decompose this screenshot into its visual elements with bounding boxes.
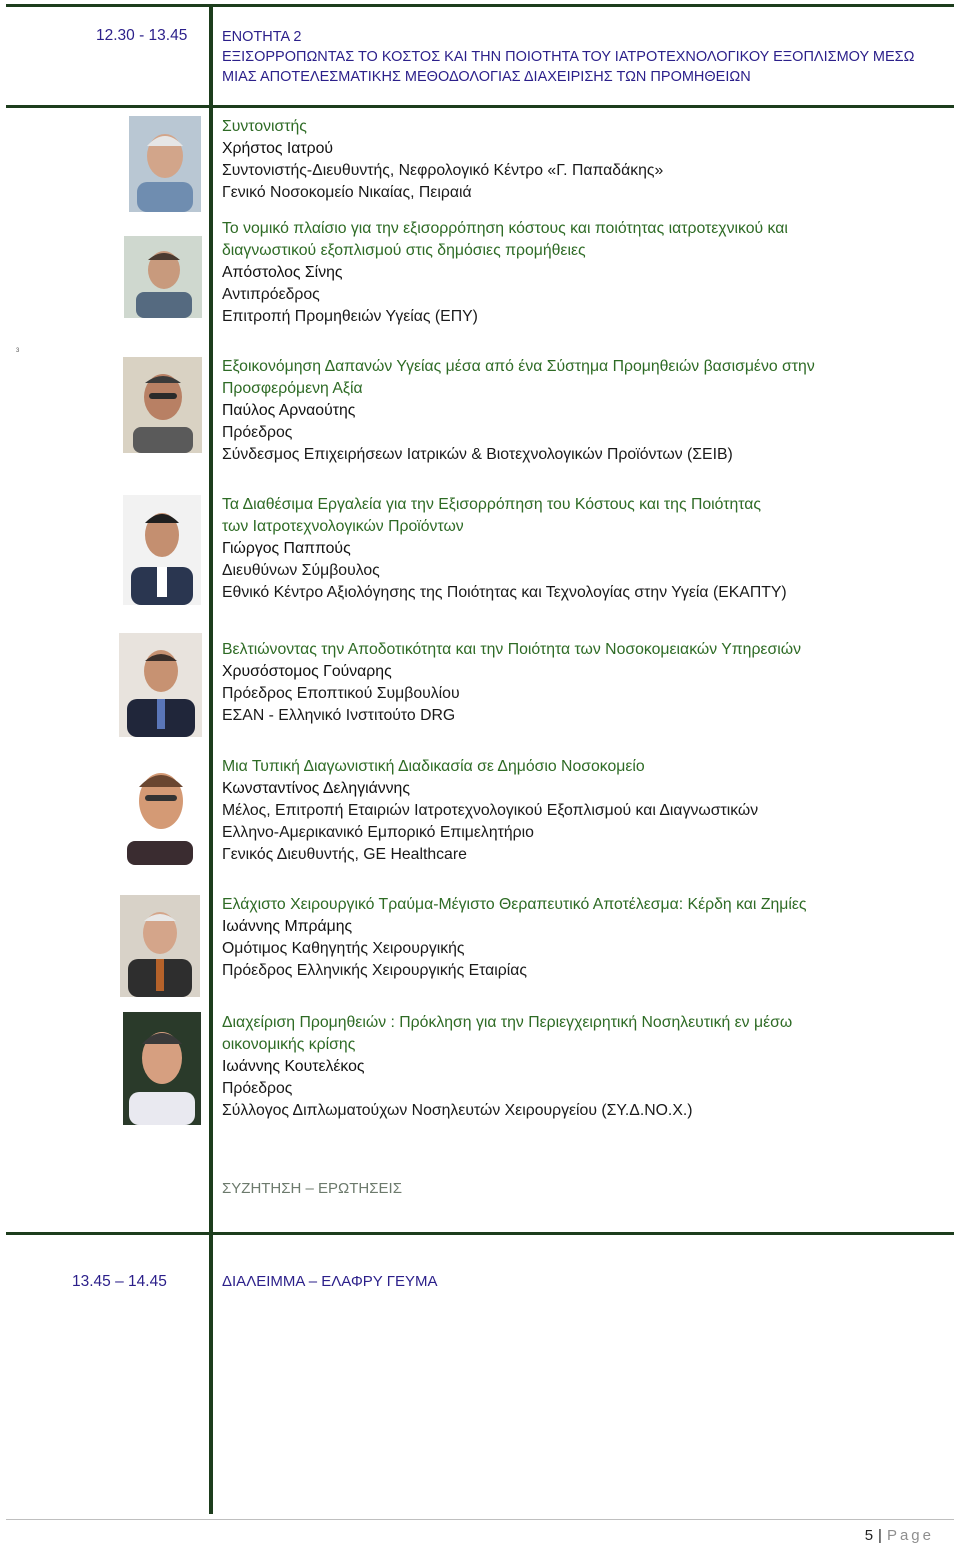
talk-topic: των Ιατροτεχνολογικών Προϊόντων [222,518,464,535]
talk-topic: Προσφερόμενη Αξία [222,380,363,397]
talk-topic: Εξοικονόμηση Δαπανών Υγείας μέσα από ένα Σύστημα Προμηθειών βασισμένο στην [222,358,815,375]
speaker-photo [123,1012,201,1125]
speaker-name: Παύλος Αρναούτης [222,402,356,419]
speaker-name: Ιωάννης Μπράμης [222,918,353,935]
speaker-photo [124,236,202,318]
speaker-name: Ιωάννης Κουτελέκος [222,1058,365,1075]
speaker-photo [129,116,201,212]
speaker-affiliation: Επιτροπή Προμηθειών Υγείας (ΕΠΥ) [222,308,478,325]
speaker-photo [119,633,202,737]
speaker-photo [120,895,200,997]
speaker-affiliation: ΕΣΑΝ - Ελληνικό Ινστιτούτο DRG [222,707,456,724]
moderator-name: Χρήστος Ιατρού [222,140,334,157]
talk-topic: οικονομικής κρίσης [222,1036,356,1053]
talk-topic: Ελάχιστο Χειρουργικό Τραύμα-Μέγιστο Θεραπευτικό Αποτέλεσμα: Κέρδη και Ζημίες [222,896,807,913]
talk-topic: Μια Τυπική Διαγωνιστική Διαδικασία σε Δημόσιο Νοσοκομείο [222,758,645,775]
speaker-name: Γιώργος Παππούς [222,540,351,557]
speaker-affiliation: Πρόεδρος Ελληνικής Χειρουργικής Εταιρίας [222,962,528,979]
talk-topic: Διαχείριση Προμηθειών : Πρόκληση για την Περιεγχειρητική Νοσηλευτική εν μέσω [222,1014,793,1031]
session-title-line3: ΜΙΑΣ ΑΠΟΤΕΛΕΣΜΑΤΙΚΗΣ ΜΕΘΟΔΟΛΟΓΙΑΣ ΔΙΑΧΕΙΡΙΣΗΣ ΤΩΝ ΠΡΟΜΗΘΕΙΩΝ [222,69,751,85]
break-time: 13.45 – 14.45 [72,1273,167,1290]
talk-topic: Βελτιώνοντας την Αποδοτικότητα και την Ποιότητα των Νοσοκομειακών Υπηρεσιών [222,641,801,658]
discussion-label: ΣΥΖΗΤΗΣΗ – ΕΡΩΤΗΣΕΙΣ [222,1180,402,1197]
talk-block [222,756,942,866]
talk-block [222,494,942,604]
moderator-meta: Γενικό Νοσοκομείο Νικαίας, Πειραιά [222,184,472,201]
speaker-title: Μέλος, Επιτροπή Εταιριών Ιατροτεχνολογικού Εξοπλισμού και Διαγνωστικών [222,802,759,819]
speaker-title: Αντιπρόεδρος [222,286,320,303]
session-title-line1: ΕΝΟΤΗΤΑ 2 [222,29,302,45]
talk-block [222,1012,942,1122]
footer-separator: | [878,1527,883,1544]
moderator-role: Συντονιστής [222,118,307,135]
page-footer [865,1527,934,1544]
speaker-title: Πρόεδρος [222,424,293,441]
speaker-title: Πρόεδρος Εποπτικού Συμβουλίου [222,685,460,702]
session-end-rule [6,1232,954,1235]
speaker-affiliation: Ελληνο-Αμερικανικό Εμπορικό Επιμελητήριο [222,824,534,841]
moderator-block [222,116,942,204]
page-number: 5 [864,1527,875,1544]
speaker-name: Κωνσταντίνος Δεληγιάννης [222,780,410,797]
talk-block [222,218,942,328]
footer-rule [6,1519,954,1520]
session-time: 12.30 - 13.45 [96,27,188,44]
talk-topic: διαγνωστικού εξοπλισμού στις δημόσιες προμήθειες [222,242,586,259]
talk-block [222,639,942,727]
speaker-name: Απόστολος Σίνης [222,264,343,281]
column-divider-lower [209,1235,213,1514]
margin-marker: 3 [16,348,20,354]
column-divider-upper [209,4,213,1235]
speaker-affiliation: Σύνδεσμος Επιχειρήσεων Ιατρικών & Βιοτεχνολογικών Προϊόντων (ΣΕΙΒ) [222,446,733,463]
speaker-title: Ομότιμος Καθηγητής Χειρουργικής [222,940,465,957]
speaker-affiliation: Εθνικό Κέντρο Αξιολόγησης της Ποιότητας και Τεχνολογίας στην Υγεία (ΕΚΑΠΤΥ) [222,584,787,601]
page-word: Page [886,1527,934,1544]
speaker-affiliation: Σύλλογος Διπλωματούχων Νοσηλευτών Χειρουργείου (ΣΥ.Δ.ΝΟ.Χ.) [222,1102,693,1119]
speaker-name: Χρυσόστομος Γούναρης [222,663,392,680]
talk-block [222,894,942,982]
speaker-title: Πρόεδρος [222,1080,293,1097]
talk-topic: Το νομικό πλαίσιο για την εξισορρόπηση κόστους και ποιότητας ιατροτεχνικού και [222,220,788,237]
speaker-photo [117,757,201,865]
session-title [222,27,942,87]
speaker-photo [123,357,202,453]
moderator-meta: Συντονιστής-Διευθυντής, Νεφρολογικό Κέντρο «Γ. Παπαδάκης» [222,162,664,179]
speaker-title: Διευθύνων Σύμβουλος [222,562,380,579]
speaker-photo [123,495,201,605]
talk-topic: Τα Διαθέσιμα Εργαλεία για την Εξισορρόπηση του Κόστους και της Ποιότητας [222,496,761,513]
top-rule [6,4,954,7]
speaker-affiliation: Γενικός Διευθυντής, GE Healthcare [222,846,467,863]
talk-block [222,356,942,466]
session-header-rule [6,105,954,108]
session-title-line2: ΕΞΙΣΟΡΡΟΠΩΝΤΑΣ ΤΟ ΚΟΣΤΟΣ ΚΑΙ ΤΗΝ ΠΟΙΟΤΗΤΑ ΤΟΥ ΙΑΤΡΟΤΕΧΝΟΛΟΓΙΚΟΥ ΕΞΟΠΛΙΣΜΟΥ ΜΕΣΩ [222,49,915,65]
break-label: ΔΙΑΛΕΙΜΜΑ – ΕΛΑΦΡΥ ΓΕΥΜΑ [222,1273,438,1290]
